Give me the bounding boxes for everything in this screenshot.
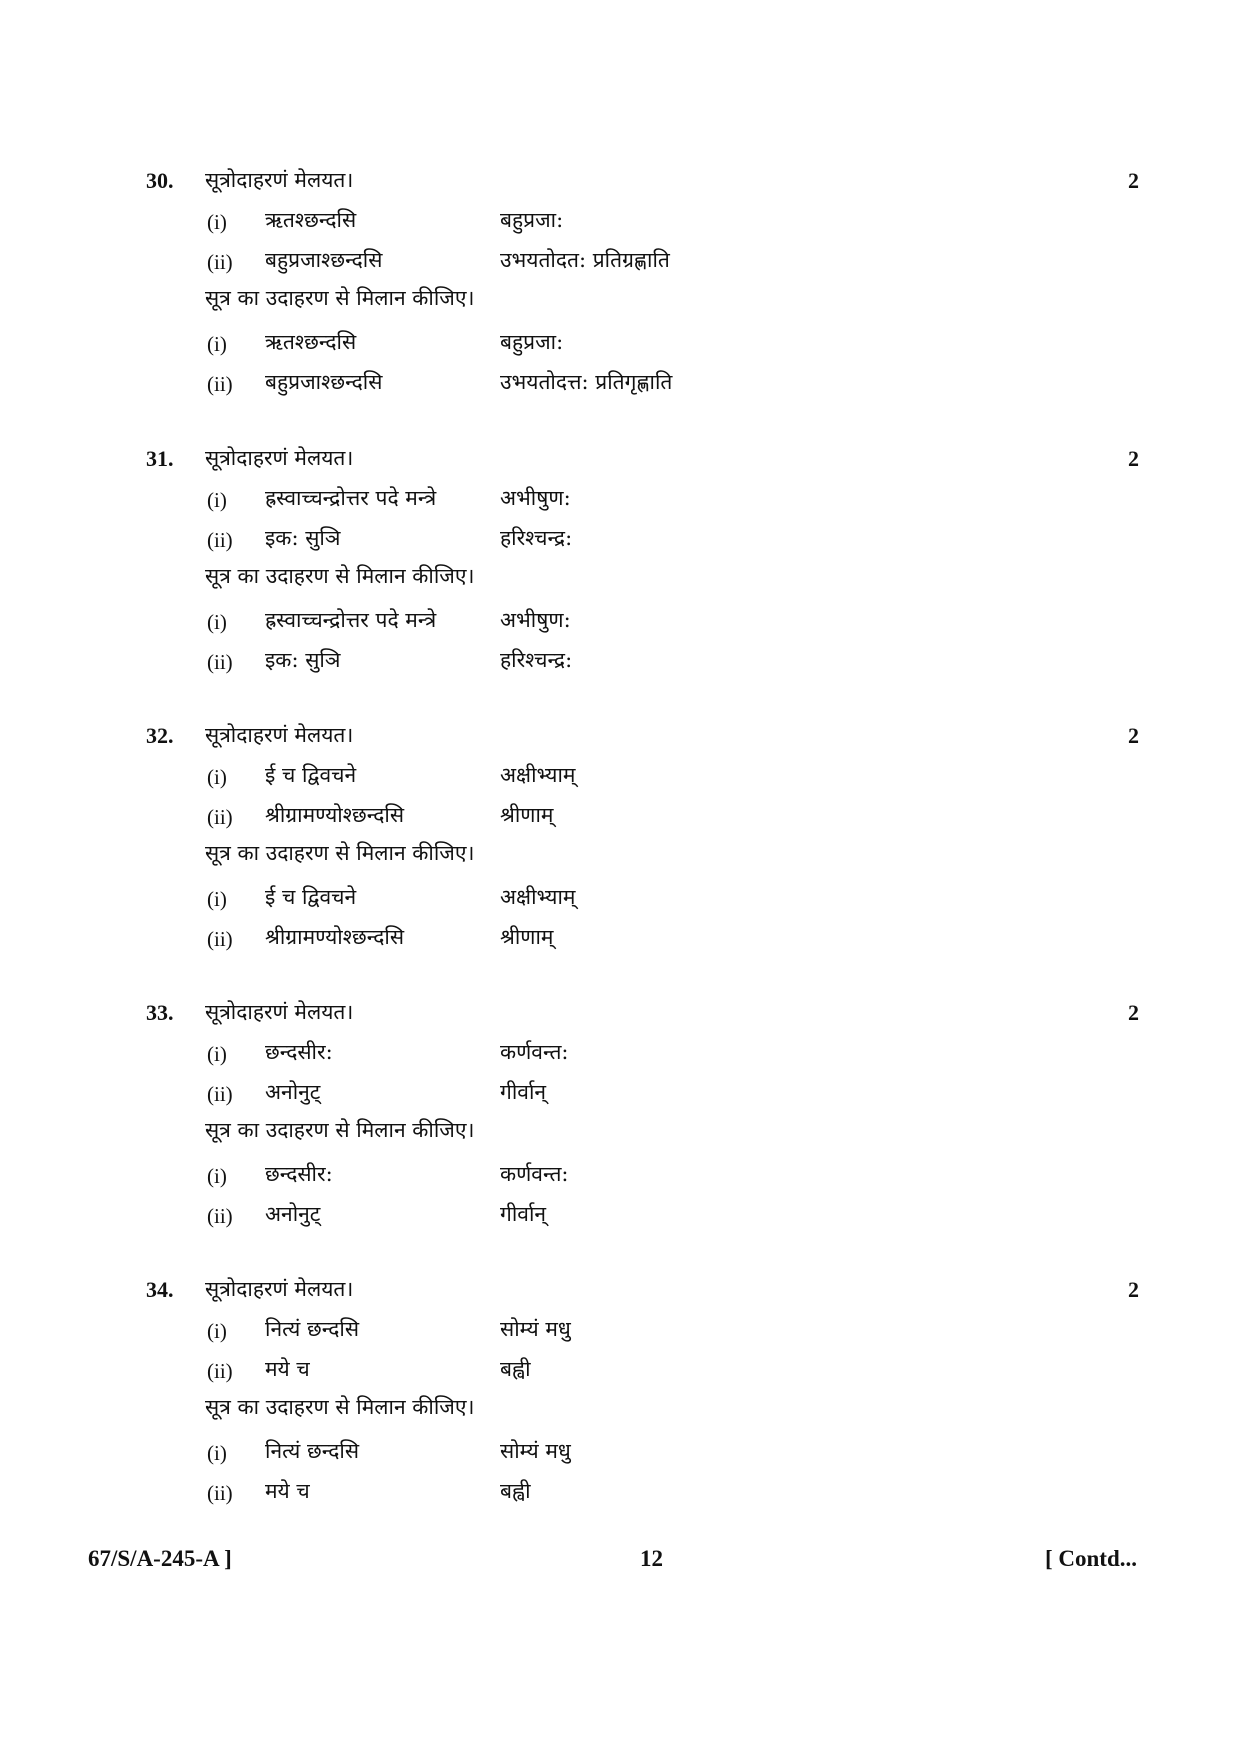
question-header bbox=[0, 1273, 1240, 1313]
sutra-text: इक: सुञि bbox=[265, 526, 341, 550]
question-title: सूत्रोदाहरणं मेलयत। bbox=[205, 168, 354, 192]
sutra-text: अनोनुट् bbox=[265, 1202, 321, 1226]
example-text: हरिश्चन्द्र: bbox=[500, 526, 573, 550]
sanskrit-row bbox=[0, 204, 1240, 244]
hindi-row bbox=[0, 921, 1240, 961]
example-text: अक्षीभ्याम् bbox=[500, 763, 576, 787]
hindi-row bbox=[0, 1198, 1240, 1238]
row-number: (ii) bbox=[207, 805, 233, 829]
paper-code: 67/S/A-245-A ] bbox=[88, 1546, 232, 1571]
example-text: कर्णवन्त: bbox=[500, 1040, 569, 1064]
question-marks: 2 bbox=[1128, 168, 1139, 193]
sanskrit-row bbox=[0, 482, 1240, 522]
row-number: (i) bbox=[207, 488, 227, 512]
sutra-text: ह्रस्वाच्चन्द्रोत्तर पदे मन्त्रे bbox=[265, 486, 437, 510]
row-number: (i) bbox=[207, 765, 227, 789]
sanskrit-row bbox=[0, 1036, 1240, 1076]
example-text: अक्षीभ्याम् bbox=[500, 885, 576, 909]
sutra-text: अनोनुट् bbox=[265, 1080, 321, 1104]
example-text: गीर्वान् bbox=[500, 1202, 547, 1226]
sutra-text: मये च bbox=[265, 1357, 310, 1381]
row-number: (ii) bbox=[207, 1359, 233, 1383]
example-text: उभयतोदत्त: प्रतिगृह्णाति bbox=[500, 370, 673, 394]
sanskrit-row bbox=[0, 522, 1240, 562]
question-title: सूत्रोदाहरणं मेलयत। bbox=[205, 446, 354, 470]
question-header bbox=[0, 719, 1240, 759]
question-number: 30. bbox=[146, 168, 174, 193]
sutra-text: बहुप्रजाश्छन्दसि bbox=[265, 248, 383, 272]
sutra-text: छन्दसीर: bbox=[265, 1162, 333, 1186]
question-number: 31. bbox=[146, 446, 174, 471]
row-number: (ii) bbox=[207, 1204, 233, 1228]
sutra-text: बहुप्रजाश्छन्दसि bbox=[265, 370, 383, 394]
continued-label: [ Contd... bbox=[1045, 1546, 1138, 1571]
question-number: 32. bbox=[146, 723, 174, 748]
row-number: (ii) bbox=[207, 250, 233, 274]
example-text: कर्णवन्त: bbox=[500, 1162, 569, 1186]
row-number: (ii) bbox=[207, 927, 233, 951]
sutra-text: ऋतश्छन्दसि bbox=[265, 208, 357, 232]
page-number: 12 bbox=[640, 1546, 663, 1571]
hindi-instruction: सूत्र का उदाहरण से मिलान कीजिए। bbox=[205, 286, 475, 310]
sanskrit-row bbox=[0, 1076, 1240, 1116]
example-text: बह्वी bbox=[500, 1357, 531, 1381]
example-text: अभीषुण: bbox=[500, 608, 571, 632]
question-marks: 2 bbox=[1128, 446, 1139, 471]
question-title: सूत्रोदाहरणं मेलयत। bbox=[205, 1000, 354, 1024]
row-number: (i) bbox=[207, 1441, 227, 1465]
example-text: अभीषुण: bbox=[500, 486, 571, 510]
question-marks: 2 bbox=[1128, 723, 1139, 748]
example-text: गीर्वान् bbox=[500, 1080, 547, 1104]
example-text: बह्वी bbox=[500, 1479, 531, 1503]
hindi-row bbox=[0, 644, 1240, 684]
example-text: सोम्यं मधु bbox=[500, 1317, 571, 1341]
example-text: श्रीणाम् bbox=[500, 925, 554, 949]
sanskrit-row bbox=[0, 799, 1240, 839]
hindi-row bbox=[0, 1435, 1240, 1475]
question-header bbox=[0, 164, 1240, 204]
sutra-text: छन्दसीर: bbox=[265, 1040, 333, 1064]
example-text: हरिश्चन्द्र: bbox=[500, 648, 573, 672]
hindi-row bbox=[0, 604, 1240, 644]
question-number: 34. bbox=[146, 1277, 174, 1302]
row-number: (i) bbox=[207, 210, 227, 234]
sanskrit-row bbox=[0, 759, 1240, 799]
question-header bbox=[0, 442, 1240, 482]
page-footer bbox=[0, 1546, 1240, 1586]
row-number: (i) bbox=[207, 1319, 227, 1343]
hindi-row bbox=[0, 1158, 1240, 1198]
sutra-text: ई च द्विवचने bbox=[265, 763, 357, 787]
row-number: (ii) bbox=[207, 650, 233, 674]
row-number: (ii) bbox=[207, 1481, 233, 1505]
example-text: बहुप्रजा: bbox=[500, 208, 564, 232]
sutra-text: ह्रस्वाच्चन्द्रोत्तर पदे मन्त्रे bbox=[265, 608, 437, 632]
example-text: सोम्यं मधु bbox=[500, 1439, 571, 1463]
hindi-instruction: सूत्र का उदाहरण से मिलान कीजिए। bbox=[205, 1395, 475, 1419]
row-number: (i) bbox=[207, 610, 227, 634]
hindi-row bbox=[0, 326, 1240, 366]
sutra-text: इक: सुञि bbox=[265, 648, 341, 672]
sutra-text: नित्यं छन्दसि bbox=[265, 1317, 360, 1341]
question-marks: 2 bbox=[1128, 1000, 1139, 1025]
sanskrit-row bbox=[0, 244, 1240, 284]
question-title: सूत्रोदाहरणं मेलयत। bbox=[205, 723, 354, 747]
question-header bbox=[0, 996, 1240, 1036]
sutra-text: नित्यं छन्दसि bbox=[265, 1439, 360, 1463]
hindi-instruction: सूत्र का उदाहरण से मिलान कीजिए। bbox=[205, 841, 475, 865]
sutra-text: मये च bbox=[265, 1479, 310, 1503]
sutra-text: ई च द्विवचने bbox=[265, 885, 357, 909]
hindi-row bbox=[0, 1475, 1240, 1515]
sutra-text: ऋतश्छन्दसि bbox=[265, 330, 357, 354]
example-text: बहुप्रजा: bbox=[500, 330, 564, 354]
row-number: (i) bbox=[207, 332, 227, 356]
row-number: (i) bbox=[207, 1164, 227, 1188]
row-number: (ii) bbox=[207, 372, 233, 396]
sutra-text: श्रीग्रामण्योश्छन्दसि bbox=[265, 803, 405, 827]
question-marks: 2 bbox=[1128, 1277, 1139, 1302]
row-number: (i) bbox=[207, 1042, 227, 1066]
sanskrit-row bbox=[0, 1353, 1240, 1393]
example-text: श्रीणाम् bbox=[500, 803, 554, 827]
row-number: (i) bbox=[207, 887, 227, 911]
row-number: (ii) bbox=[207, 1082, 233, 1106]
hindi-instruction: सूत्र का उदाहरण से मिलान कीजिए। bbox=[205, 564, 475, 588]
hindi-row bbox=[0, 881, 1240, 921]
sutra-text: श्रीग्रामण्योश्छन्दसि bbox=[265, 925, 405, 949]
row-number: (ii) bbox=[207, 528, 233, 552]
hindi-instruction: सूत्र का उदाहरण से मिलान कीजिए। bbox=[205, 1118, 475, 1142]
sanskrit-row bbox=[0, 1313, 1240, 1353]
hindi-row bbox=[0, 366, 1240, 406]
question-title: सूत्रोदाहरणं मेलयत। bbox=[205, 1277, 354, 1301]
question-number: 33. bbox=[146, 1000, 174, 1025]
example-text: उभयतोदत: प्रतिग्रह्णाति bbox=[500, 248, 670, 272]
